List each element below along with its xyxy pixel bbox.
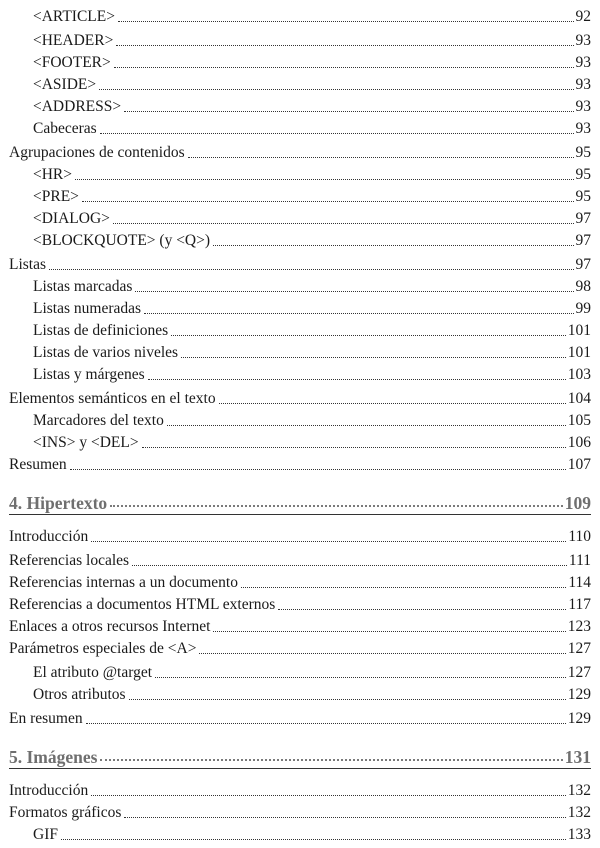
toc-page-number: 99	[575, 300, 591, 317]
toc-entry-label: Marcadores del texto	[33, 412, 164, 429]
toc-entry	[33, 162, 591, 184]
toc-entry-label: Parámetros especiales de <A>	[9, 640, 197, 657]
toc-page-number: 132	[567, 804, 591, 821]
dot-leader	[148, 379, 566, 380]
dot-leader	[124, 111, 573, 112]
toc-entry-label: En resumen	[9, 710, 83, 727]
dot-leader	[213, 245, 573, 246]
toc-page-number: 111	[568, 552, 591, 569]
toc-entry	[9, 636, 591, 658]
toc-entry	[33, 50, 591, 72]
toc-page-number: 97	[575, 210, 591, 227]
toc-page-number: 117	[568, 596, 591, 613]
toc-page-number: 107	[567, 456, 591, 473]
toc-page-number: 101	[567, 322, 591, 339]
toc-entry	[9, 252, 591, 274]
toc-page-number: 95	[575, 144, 591, 161]
toc-page-number: 93	[575, 32, 591, 49]
chapter-divider	[9, 514, 591, 515]
toc-page-number: 110	[568, 528, 591, 545]
toc-entry	[9, 386, 591, 408]
dot-leader	[61, 839, 566, 840]
toc-chapter-heading	[9, 740, 591, 766]
toc-entry	[9, 570, 591, 592]
toc-page-number: 114	[568, 574, 591, 591]
toc-page-number: 93	[575, 76, 591, 93]
toc-page-number: 133	[567, 826, 591, 843]
toc-entry-label: <BLOCKQUOTE> (y <Q>)	[33, 232, 211, 249]
dot-leader	[86, 723, 566, 724]
toc-page-number: 106	[567, 434, 591, 451]
dot-leader	[241, 587, 566, 588]
toc-entry	[33, 340, 591, 362]
dot-leader	[91, 795, 566, 796]
dot-leader	[124, 817, 565, 818]
toc-page-number: 103	[567, 366, 591, 383]
toc-entry-label: Otros atributos	[33, 686, 126, 703]
toc-entry-label: Referencias a documentos HTML externos	[9, 596, 276, 613]
toc-entry-label: Resumen	[9, 456, 67, 473]
toc-entry-label: Listas	[9, 256, 47, 273]
toc-page-number: 131	[564, 747, 591, 767]
toc-page-number: 127	[567, 664, 591, 681]
toc-entry	[9, 778, 591, 800]
toc-page-number: 93	[575, 120, 591, 137]
toc-entry	[33, 94, 591, 116]
toc-entry	[9, 592, 591, 614]
dot-leader	[113, 223, 574, 224]
toc-page-number: 127	[567, 640, 591, 657]
toc-entry	[33, 682, 591, 704]
toc-entry	[33, 822, 591, 844]
toc-entry	[9, 706, 591, 728]
dot-leader	[135, 291, 573, 292]
toc-entry-label: Listas de definiciones	[33, 322, 169, 339]
toc-entry	[9, 614, 591, 636]
dot-leader	[144, 313, 573, 314]
toc-entry	[33, 72, 591, 94]
toc-page-number: 105	[567, 412, 591, 429]
toc-page-number: 95	[575, 188, 591, 205]
toc-entry	[33, 274, 591, 296]
toc-entry-label: Listas de varios niveles	[33, 344, 179, 361]
toc-entry-label: El atributo @target	[33, 664, 153, 681]
dot-leader	[82, 201, 574, 202]
toc-entry	[9, 140, 591, 162]
toc-entry-label: Introducción	[9, 528, 89, 545]
toc-entry-label: <DIALOG>	[33, 210, 110, 227]
toc-page-number: 97	[575, 256, 591, 273]
toc-entry	[33, 206, 591, 228]
dot-leader	[188, 157, 574, 158]
toc-page-number: 129	[567, 710, 591, 727]
toc-chapter-heading	[9, 486, 591, 512]
toc-page-number: 98	[575, 278, 591, 295]
toc-entry-label: Referencias locales	[9, 552, 130, 569]
dot-leader	[91, 541, 566, 542]
toc-entry-label: Cabeceras	[33, 120, 97, 137]
toc-page-number: 101	[567, 344, 591, 361]
toc-entry	[33, 184, 591, 206]
toc-page-number: 109	[564, 493, 591, 513]
toc-entry-label: Agrupaciones de contenidos	[9, 144, 185, 161]
toc-entry-label: <INS> y <DEL>	[33, 434, 139, 451]
toc-page-number: 129	[567, 686, 591, 703]
toc-entry-label: 4. Hipertexto	[9, 493, 108, 513]
toc-entry	[33, 4, 591, 26]
toc-entry	[9, 548, 591, 570]
toc-entry	[33, 660, 591, 682]
toc-entry	[33, 362, 591, 384]
dot-leader	[116, 45, 573, 46]
toc-entry	[9, 452, 591, 474]
dot-leader	[100, 133, 574, 134]
dot-leader	[100, 759, 562, 761]
toc-entry-label: <FOOTER>	[33, 54, 111, 71]
toc-entry-label: Listas y márgenes	[33, 366, 145, 383]
dot-leader	[142, 447, 566, 448]
dot-leader	[167, 425, 566, 426]
chapter-divider	[9, 768, 591, 769]
toc-page-number: 97	[575, 232, 591, 249]
toc-page-number: 93	[575, 98, 591, 115]
dot-leader	[49, 269, 573, 270]
toc-entry	[9, 800, 591, 822]
toc-page-number: 123	[567, 618, 591, 635]
dot-leader	[129, 699, 566, 700]
toc-entry-label: Elementos semánticos en el texto	[9, 390, 216, 407]
dot-leader	[213, 631, 565, 632]
toc-entry	[33, 228, 591, 250]
toc-entry-label: GIF	[33, 826, 58, 843]
toc-page-number: 95	[575, 166, 591, 183]
dot-leader	[118, 21, 574, 22]
toc-entry	[9, 524, 591, 546]
toc-entry	[33, 318, 591, 340]
toc-entry-label: Formatos gráficos	[9, 804, 122, 821]
toc-entry-label: Referencias internas a un documento	[9, 574, 238, 591]
toc-entry-label: <HEADER>	[33, 32, 114, 49]
dot-leader	[219, 403, 566, 404]
dot-leader	[132, 565, 567, 566]
toc-entry	[33, 28, 591, 50]
dot-leader	[278, 609, 566, 610]
toc-entry-label: <ASIDE>	[33, 76, 97, 93]
dot-leader	[70, 469, 566, 470]
toc-entry-label: <ADDRESS>	[33, 98, 122, 115]
toc-entry-label: <HR>	[33, 166, 73, 183]
dot-leader	[199, 653, 565, 654]
toc-entry-label: <PRE>	[33, 188, 79, 205]
toc-entry-label: Enlaces a otros recursos Internet	[9, 618, 211, 635]
toc-entry-label: <ARTICLE>	[33, 8, 115, 25]
toc-page-number: 92	[575, 8, 591, 25]
toc-page-number: 132	[567, 782, 591, 799]
dot-leader	[114, 67, 574, 68]
toc-entry	[33, 408, 591, 430]
toc-page-number: 93	[575, 54, 591, 71]
dot-leader	[181, 357, 566, 358]
toc-entry	[33, 116, 591, 138]
dot-leader	[155, 677, 566, 678]
dot-leader	[110, 505, 563, 507]
toc-entry	[33, 430, 591, 452]
toc-entry	[33, 296, 591, 318]
toc-entry-label: Listas numeradas	[33, 300, 142, 317]
dot-leader	[171, 335, 566, 336]
toc-entry-label: Listas marcadas	[33, 278, 133, 295]
toc-page-number: 104	[567, 390, 591, 407]
dot-leader	[75, 179, 573, 180]
toc-entry-label: Introducción	[9, 782, 89, 799]
toc-entry-label: 5. Imágenes	[9, 747, 98, 767]
dot-leader	[99, 89, 573, 90]
